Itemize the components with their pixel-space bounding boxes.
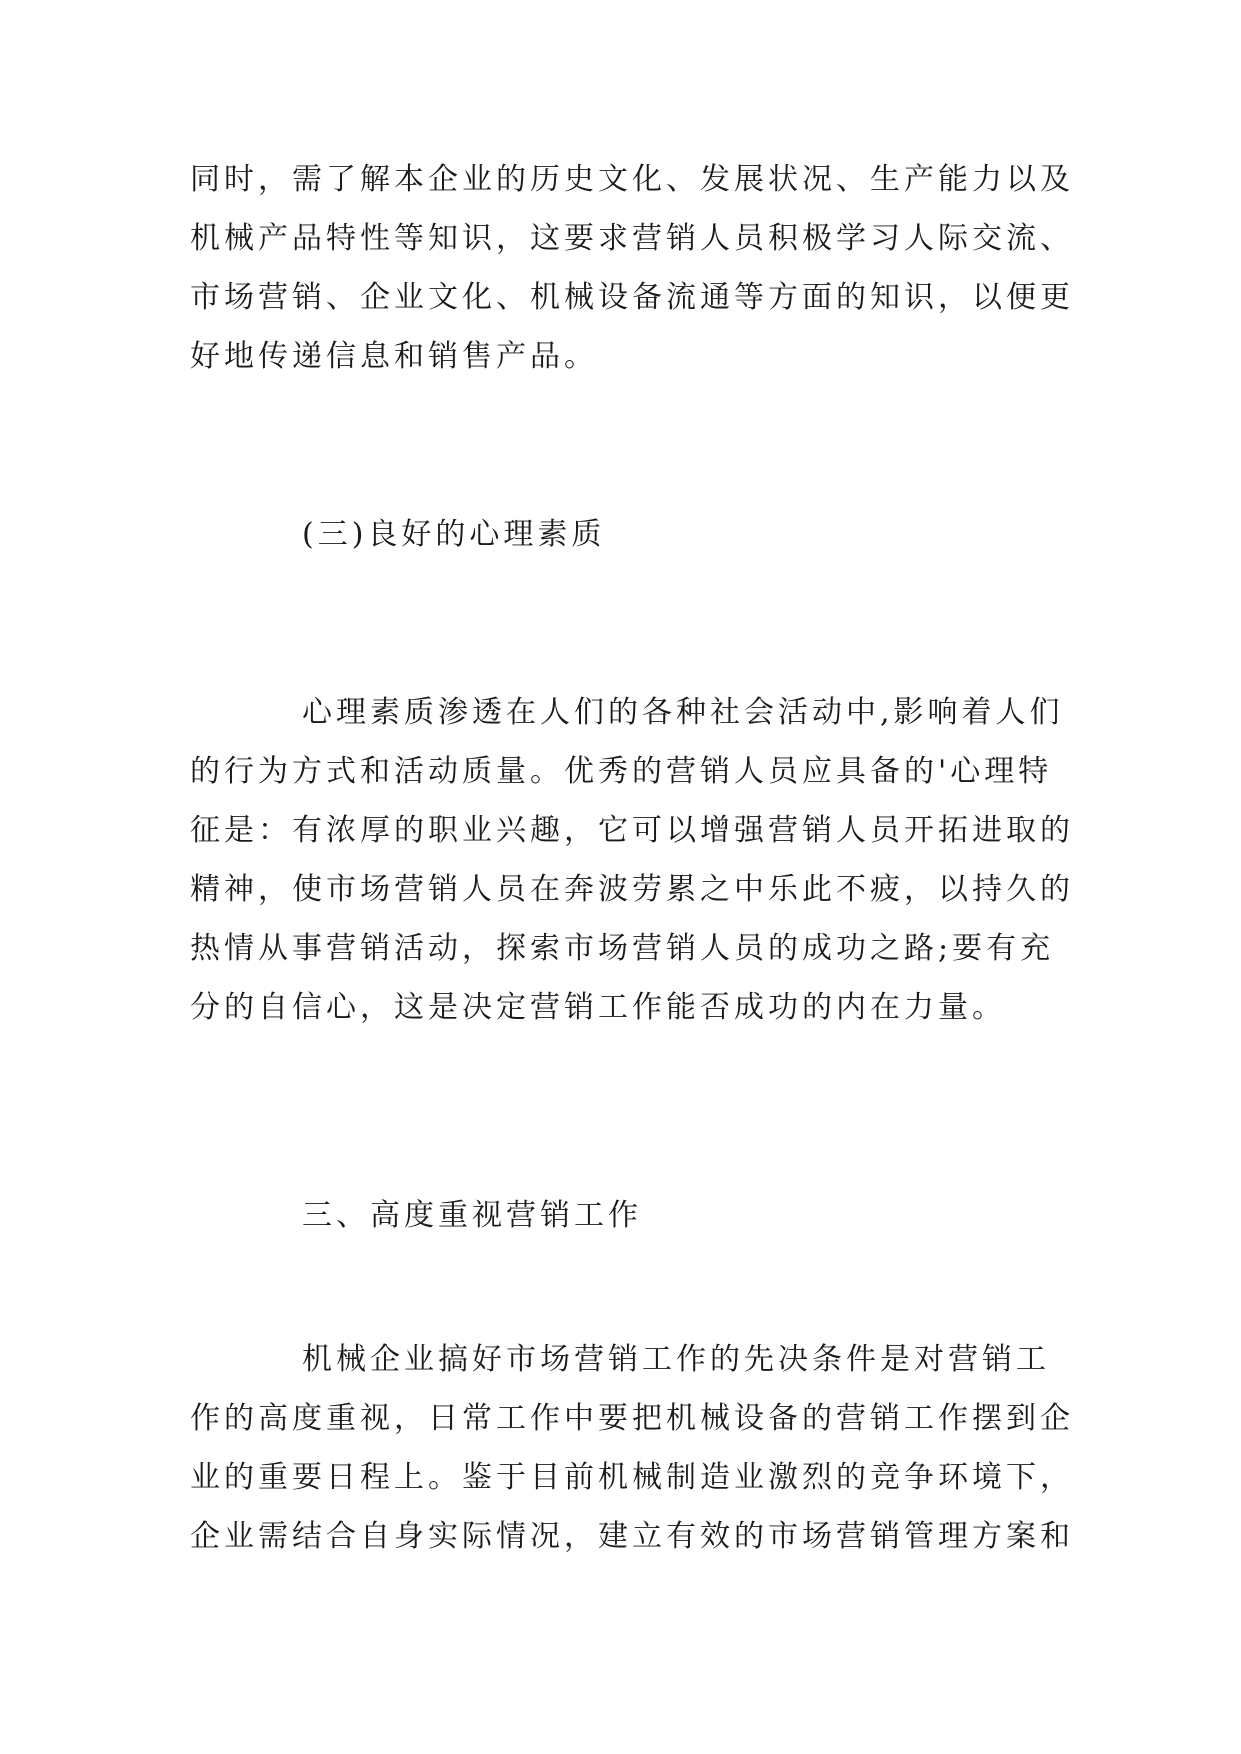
- paragraph-line: 机械企业搞好市场营销工作的先决条件是对营销工: [302, 1342, 1050, 1377]
- chapter-heading: 三、高度重视营销工作: [302, 1198, 642, 1233]
- paragraph-line: 好地传递信息和销售产品。: [190, 339, 598, 374]
- paragraph-line: 作的高度重视，日常工作中要把机械设备的营销工作摆到企: [190, 1401, 1074, 1436]
- section-heading: (三)良好的心理素质: [302, 517, 606, 552]
- paragraph-line: 企业需结合自身实际情况，建立有效的市场营销管理方案和: [190, 1519, 1074, 1554]
- paragraph-line: 业的重要日程上。鉴于目前机械制造业激烈的竞争环境下，: [190, 1460, 1074, 1495]
- psychology-paragraph: [190, 683, 1074, 1037]
- paragraph-line: 热情从事营销活动，探索市场营销人员的成功之路;要有充: [190, 931, 1055, 966]
- paragraph-line: 征是：有浓厚的职业兴趣，它可以增强营销人员开拓进取的: [190, 813, 1074, 848]
- paragraph-line: 市场营销、企业文化、机械设备流通等方面的知识，以便更: [190, 280, 1074, 315]
- priority-paragraph: [190, 1330, 1074, 1566]
- paragraph-line: 同时，需了解本企业的历史文化、发展状况、生产能力以及: [190, 162, 1074, 197]
- paragraph-line: 心理素质渗透在人们的各种社会活动中,影响着人们: [302, 695, 1064, 730]
- paragraph-line: 机械产品特性等知识，这要求营销人员积极学习人际交流、: [190, 221, 1074, 256]
- paragraph-line: 的行为方式和活动质量。优秀的营销人员应具备的'心理特: [190, 754, 1053, 789]
- intro-paragraph: [190, 150, 1074, 386]
- paragraph-line: 精神，使市场营销人员在奔波劳累之中乐此不疲，以持久的: [190, 872, 1074, 907]
- paragraph-line: 分的自信心，这是决定营销工作能否成功的内在力量。: [190, 990, 1006, 1025]
